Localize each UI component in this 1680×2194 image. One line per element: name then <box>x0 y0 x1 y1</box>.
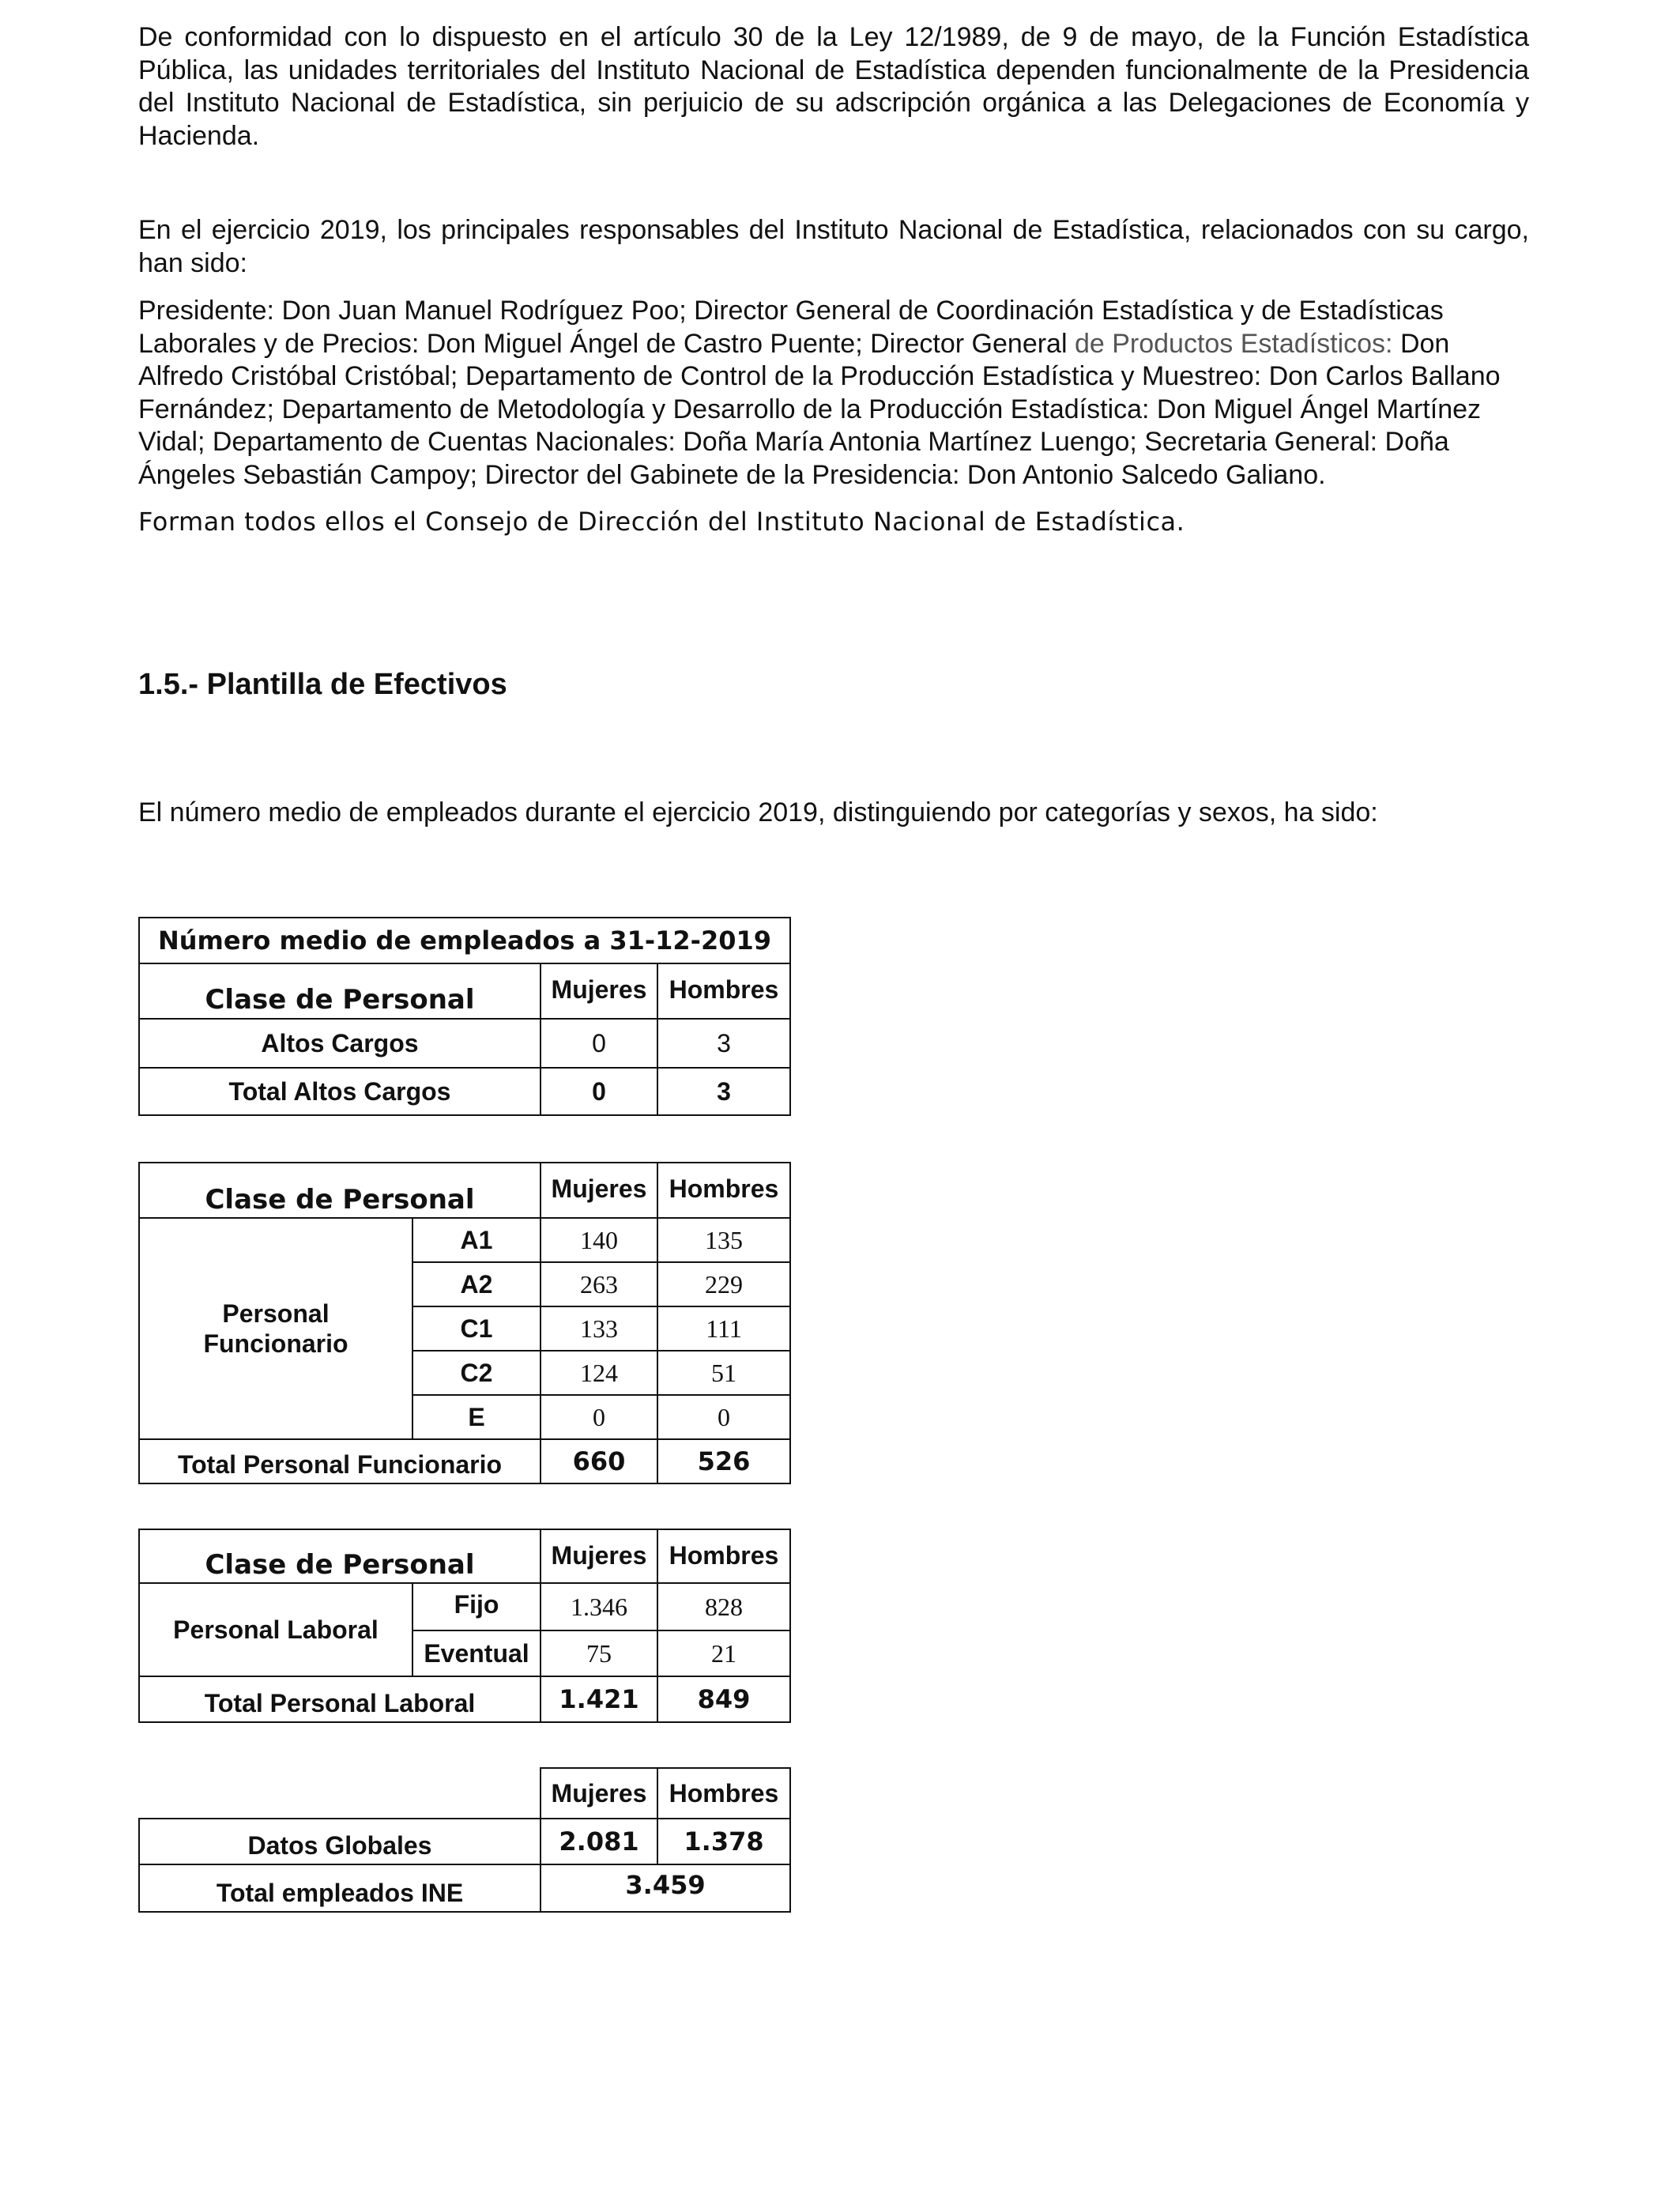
cell-men: 0 <box>657 1395 790 1439</box>
responsables-text-1: Presidente: Don Juan Manuel Rodríguez Poo; Director General de Coordinación Estadística y de Estadísticas Laborales y de Precios: Don Miguel Ángel de Castro Puente; Director General <box>138 296 1444 359</box>
total-label: Total empleados INE <box>139 1864 541 1912</box>
total-men: 3 <box>657 1068 790 1115</box>
table-caption: Número medio de empleados a 31-12-2019 <box>139 918 790 963</box>
paragraph-consejo: Forman todos ellos el Consejo de Dirección del Instituto Nacional de Estadística. <box>138 507 1185 537</box>
column-header-women: Mujeres <box>541 1163 657 1218</box>
responsables-text-2: de Productos Estadísticos: <box>1074 328 1393 359</box>
column-header-class: Clase de Personal <box>139 1529 541 1583</box>
cell-women: 124 <box>541 1351 657 1395</box>
grade-label: A2 <box>412 1262 541 1306</box>
section-heading: 1.5.- Plantilla de Efectivos <box>138 668 507 701</box>
column-header-men: Hombres <box>657 1768 790 1819</box>
total-label: Total Personal Funcionario <box>139 1439 541 1483</box>
column-header-men: Hombres <box>657 963 790 1019</box>
group-label-line-2: Funcionario <box>203 1329 348 1358</box>
cell-women: 263 <box>541 1262 657 1306</box>
total-men: 849 <box>657 1676 790 1722</box>
table-datos-globales <box>138 1767 791 1913</box>
table-altos-cargos <box>138 917 791 1116</box>
group-label <box>139 1218 412 1439</box>
cell-men: 229 <box>657 1262 790 1306</box>
responsables-text-3: Don Alfredo Cristóbal Cristóbal; Departamento de Control de la Producción Estadística y Muestreo: Don Carlos Ballano Fernández; Departamento de Metodología y Desarrollo de la Producción Estadística: Don Miguel Ángel Martínez Vidal; Departamento de Cuentas Nacionales: Doña María Antonia Martínez Luengo; Secretaria General: Doña Ángeles Sebastián Campoy; Director del Gabinete de la Presidencia: Don Antonio Salcedo Galiano. <box>138 328 1501 490</box>
cell-men: 135 <box>657 1218 790 1262</box>
column-header-women: Mujeres <box>541 1768 657 1819</box>
global-women: 2.081 <box>541 1819 657 1864</box>
row-label: Altos Cargos <box>139 1019 541 1068</box>
column-header-women: Mujeres <box>541 1529 657 1583</box>
cell-men: 3 <box>657 1019 790 1068</box>
cell-women: 75 <box>541 1630 657 1676</box>
total-value: 3.459 <box>541 1864 790 1912</box>
global-men: 1.378 <box>657 1819 790 1864</box>
column-header-men: Hombres <box>657 1529 790 1583</box>
total-women: 1.421 <box>541 1676 657 1722</box>
grade-label: A1 <box>412 1218 541 1262</box>
total-women: 0 <box>541 1068 657 1115</box>
type-label: Eventual <box>412 1630 541 1676</box>
column-header-class: Clase de Personal <box>139 1163 541 1218</box>
table-personal-laboral <box>138 1529 791 1723</box>
total-label: Total Altos Cargos <box>139 1068 541 1115</box>
group-label: Personal Laboral <box>139 1583 412 1676</box>
cell-men: 828 <box>657 1583 790 1630</box>
cell-men: 51 <box>657 1351 790 1395</box>
paragraph-responsables-list <box>138 295 1529 492</box>
empty-header-cell <box>139 1768 541 1819</box>
group-label-line-1: Personal <box>222 1299 330 1328</box>
cell-men: 111 <box>657 1306 790 1351</box>
grade-label: E <box>412 1395 541 1439</box>
column-header-women: Mujeres <box>541 963 657 1019</box>
paragraph-responsables-intro: En el ejercicio 2019, los principales responsables del Instituto Nacional de Estadística, relacionados con su cargo, han sido: <box>138 215 1529 278</box>
column-header-men: Hombres <box>657 1163 790 1218</box>
grade-label: C1 <box>412 1306 541 1351</box>
total-label: Total Personal Laboral <box>139 1676 541 1722</box>
type-label: Fijo <box>412 1583 541 1630</box>
total-men: 526 <box>657 1439 790 1483</box>
paragraph-territorial-units: De conformidad con lo dispuesto en el artículo 30 de la Ley 12/1989, de 9 de mayo, de la Función Estadística Pública, las unidades territoriales del Instituto Nacional de Estadística dependen funcionalmente de la Presidencia del Instituto Nacional de Estadística, sin perjuicio de su adscripción orgánica a las Delegaciones de Economía y Hacienda. <box>138 22 1529 151</box>
cell-women: 133 <box>541 1306 657 1351</box>
cell-women: 140 <box>541 1218 657 1262</box>
cell-women: 0 <box>541 1019 657 1068</box>
column-header-class: Clase de Personal <box>139 963 541 1019</box>
table-personal-funcionario <box>138 1162 791 1484</box>
grade-label: C2 <box>412 1351 541 1395</box>
cell-women: 0 <box>541 1395 657 1439</box>
cell-men: 21 <box>657 1630 790 1676</box>
paragraph-empleados-intro: El número medio de empleados durante el ejercicio 2019, distinguiendo por categorías y sexos, ha sido: <box>138 797 1378 827</box>
cell-women: 1.346 <box>541 1583 657 1630</box>
total-women: 660 <box>541 1439 657 1483</box>
global-label: Datos Globales <box>139 1819 541 1864</box>
